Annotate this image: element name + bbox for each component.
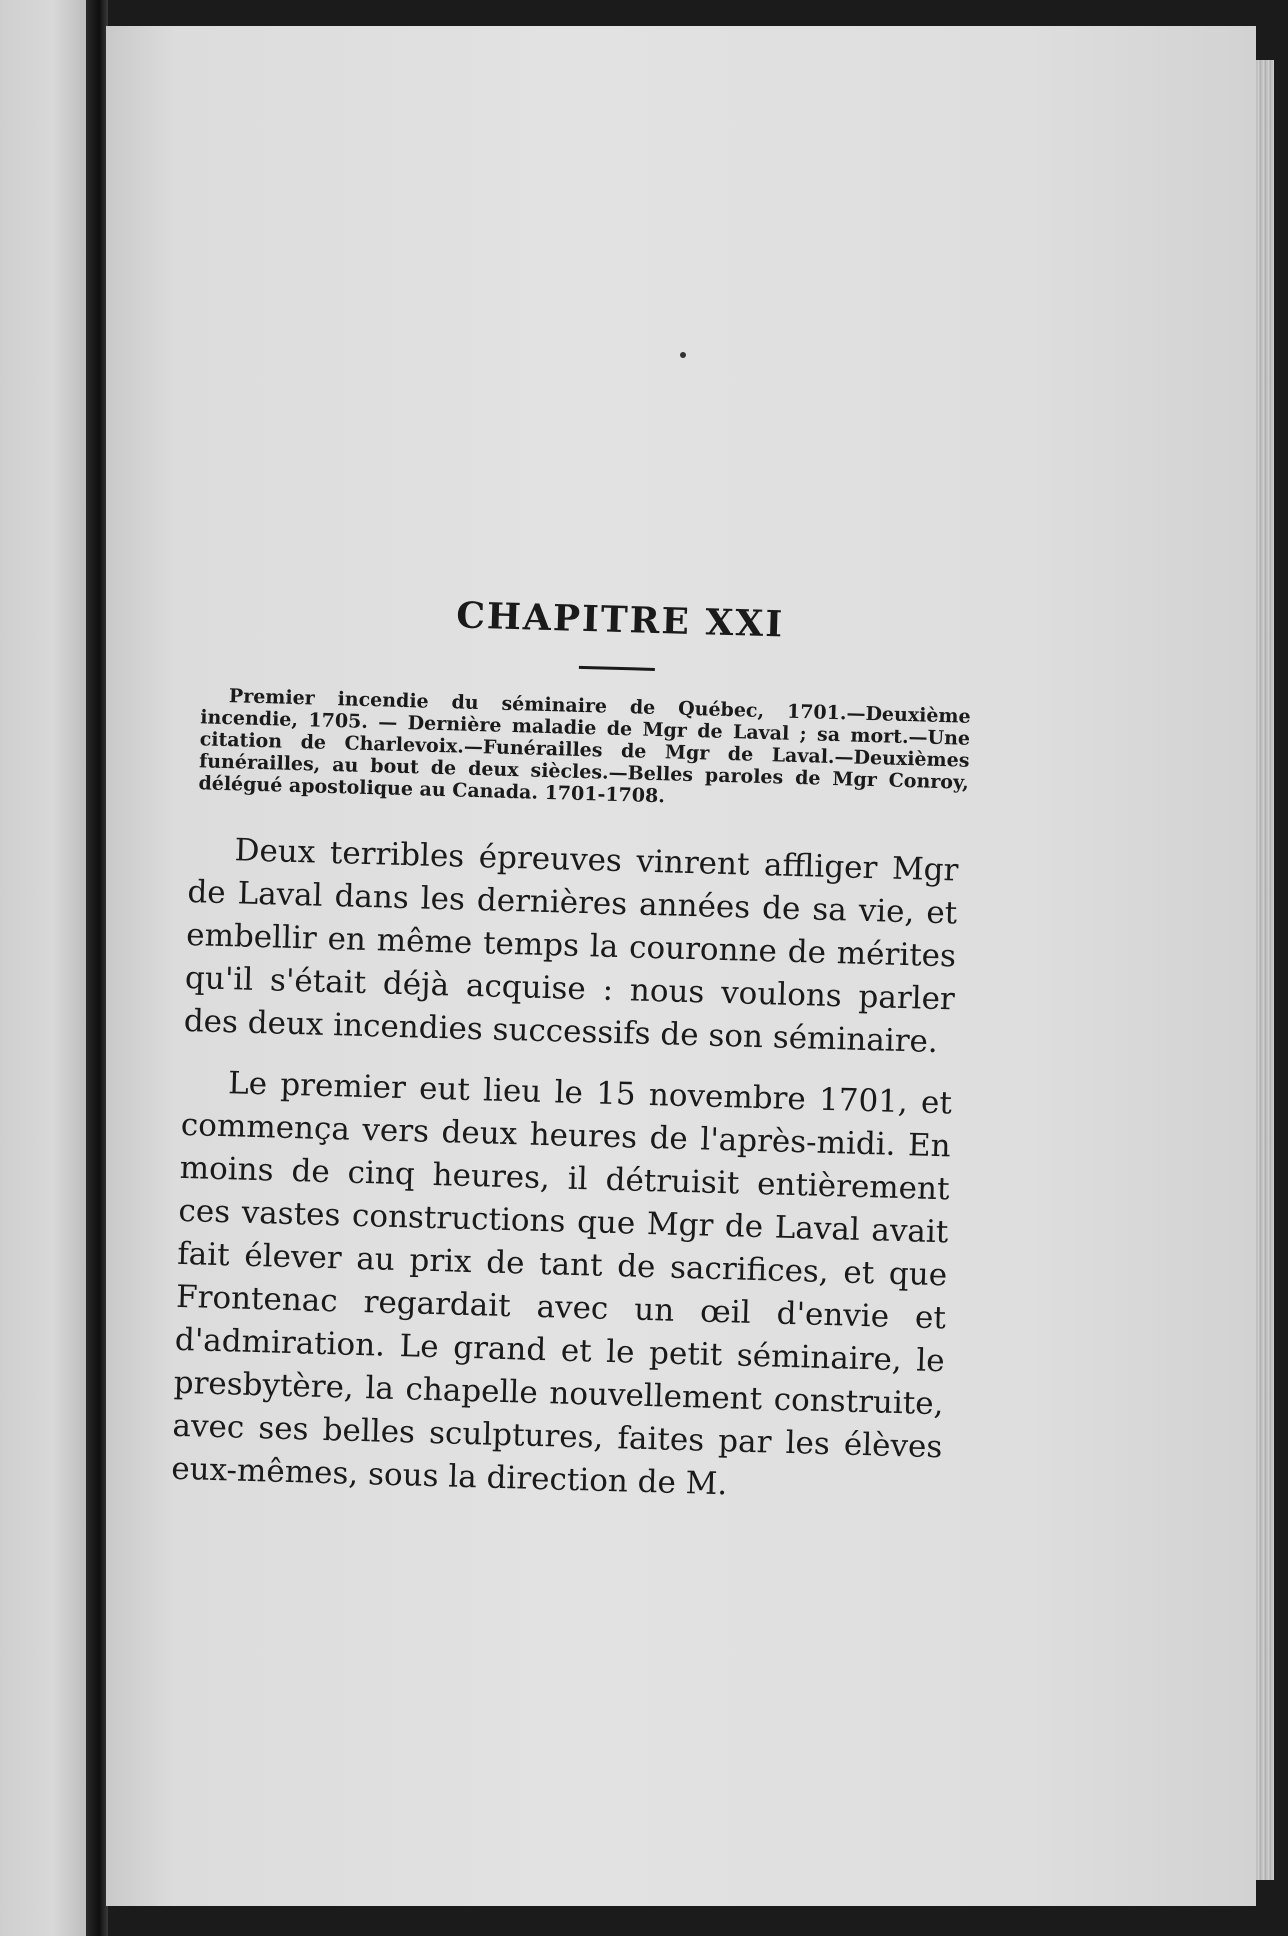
- book-spine: [86, 0, 108, 1936]
- chapter-summary: Premier incendie du séminaire de Québec, 1701.—Deuxième incendie, 1705. — Dernière maladie de Mgr de Laval ; sa mort.—Une citation de Charlevoix.—Funérailles de Mgr de Laval.—Deuxièmes funérailles, au bout de deux siècles.—Belles paroles de Mgr Conroy, délégué apostolique au Canada. 1701-1708.: [198, 685, 971, 808]
- title-rule: [579, 666, 655, 671]
- facing-page-edge: [0, 0, 88, 1936]
- paragraph-2: Le premier eut lieu le 15 novembre 1701, et commença vers deux heures de l'après-midi. En moins de cinq heures, il détruisit entièrement ces vastes constructions que Mgr de Laval avait fait élever au prix de tant de sacrifices, et que Frontenac regardait avec un œil d'envie et d'admiration. Le grand et le petit séminaire, le presbytère, la chapelle nouvellement construite, avec ses belles sculptures, faites par les élèves eux-mêmes, sous la direction de M.: [170, 1065, 953, 1503]
- paragraph-1: Deux terribles épreuves vinrent affliger Mgr de Laval dans les dernières années de sa vie, et embellir en même temps la couronne de mérites qu'il s'était déjà acquise : nous voulons parler des deux incendies successifs de son séminaire.: [183, 832, 959, 1060]
- ink-speck: [680, 352, 686, 358]
- chapter-title: CHAPITRE XXI: [455, 594, 785, 646]
- page-text-block: [130, 586, 1045, 1532]
- book-page: [106, 26, 1256, 1906]
